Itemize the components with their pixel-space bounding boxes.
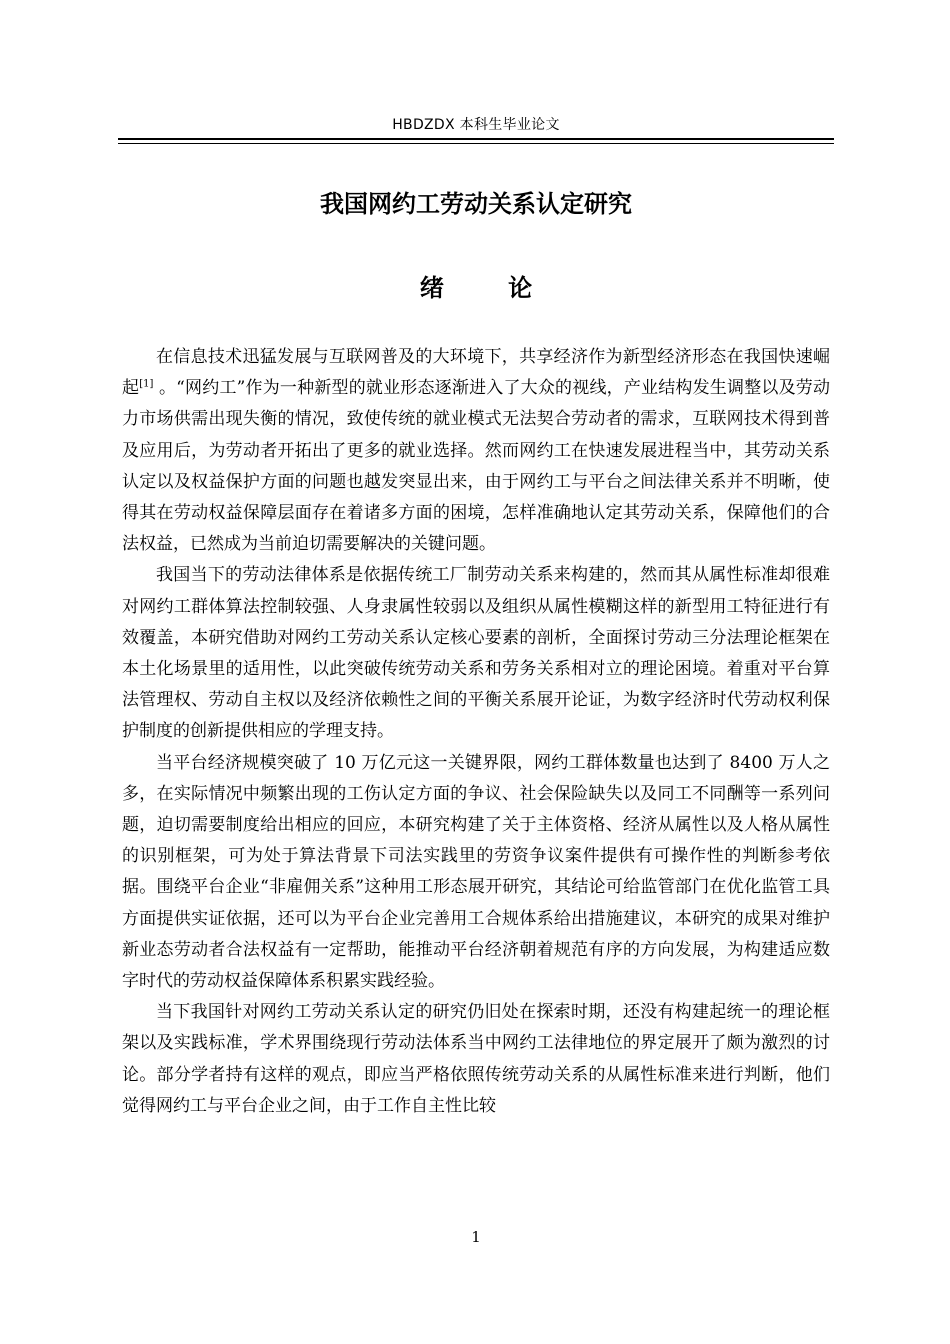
paragraph-4: 当下我国针对网约工劳动关系认定的研究仍旧处在探索时期，还没有构建起统一的理论框架以及实践标准，学术界围绕现行劳动法体系当中网约工法律地位的界定展开了颇为激烈的讨论。部分学者持有这样的观点，即应当严格依照传统劳动关系的从属性标准来进行判断，他们觉得网约工与平台企业之间，由于工作自主性比较 [122, 1002, 830, 1116]
thesis-title: 我国网约工劳动关系认定研究 [320, 190, 632, 218]
header-rule-thick [118, 138, 834, 140]
section-heading: 绪 论 [419, 274, 561, 302]
page-number: 1 [471, 1228, 481, 1246]
paragraph-2: 我国当下的劳动法律体系是依据传统工厂制劳动关系来构建的，然而其从属性标准却很难对网约工群体算法控制较强、人身隶属性较弱以及组织从属性模糊这样的新型用工特征进行有效覆盖，本研究借助对网约工劳动关系认定核心要素的剖析，全面探讨劳动三分法理论框架在本土化场景里的适用性，以此突破传统劳动关系和劳务关系相对立的理论困境。着重对平台算法管理权、劳动自主权以及经济依赖性之间的平衡关系展开论证，为数字经济时代劳动权利保护制度的创新提供相应的学理支持。 [122, 565, 830, 742]
citation-marker: [1] [139, 378, 154, 390]
paragraph-3: 当平台经济规模突破了 10 万亿元这一关键界限，网约工群体数量也达到了 8400 万人之多，在实际情况中频繁出现的工伤认定方面的争议、社会保险缺失以及同工不同酬等一系列问题，迫切需要制度给出相应的回应，本研究构建了关于主体资格、经济从属性以及人格从属性的识别框架，可为处于算法背景下司法实践里的劳资争议案件提供有可操作性的判断参考依据。围绕平台企业“非雇佣关系”这种用工形态展开研究，其结论可给监管部门在优化监管工具方面提供实证依据，还可以为平台企业完善用工合规体系给出措施建议，本研究的成果对维护新业态劳动者合法权益有一定帮助，能推动平台经济朝着规范有序的方向发展，为构建适应数字时代的劳动权益保障体系积累实践经验。 [122, 752, 830, 992]
body-text [122, 342, 830, 1122]
paragraph-1 [122, 342, 830, 560]
paragraph-1-text-a: 在信息技术迅猛发展与互联网普及的大环境下，共享经济作为新型经济形态在我国快速崛起 [122, 347, 830, 399]
paragraph-1-text-b: 。“网约工”作为一种新型的就业形态逐渐进入了大众的视线，产业结构发生调整以及劳动力市场供需出现失衡的情况，致使传统的就业模式无法契合劳动者的需求，互联网技术得到普及应用后，为劳动者开拓出了更多的就业选择。然而网约工在快速发展进程当中，其劳动关系认定以及权益保护方面的问题也越发突显出来，由于网约工与平台之间法律关系并不明晰，使得其在劳动权益保障层面存在着诸多方面的困境，怎样准确地认定其劳动关系，保障他们的合法权益，已然成为当前迫切需要解决的关键问题。 [122, 378, 830, 555]
running-header: HBDZDX 本科生毕业论文 [392, 117, 560, 133]
header-rule-thin [118, 143, 834, 144]
